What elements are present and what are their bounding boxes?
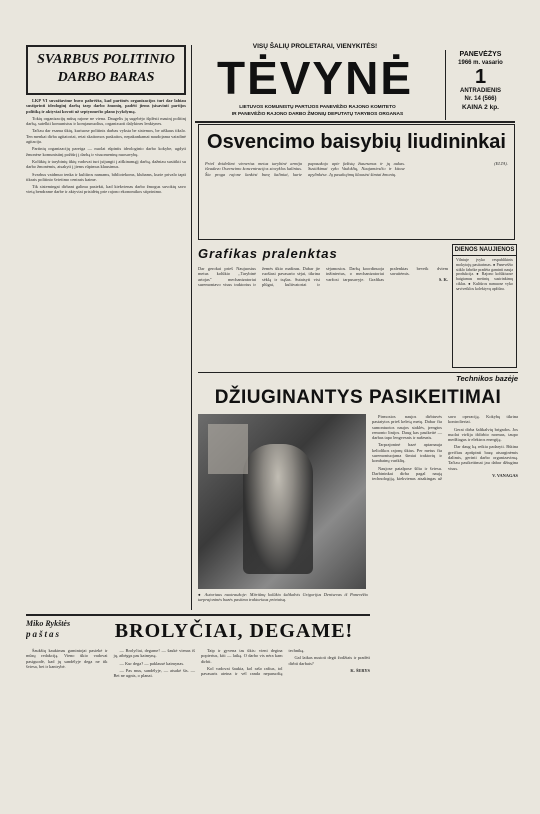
brolyciai-paragraph: Kol vadovai šaukia, kol rašo raštus, tol pavasaris ateina ir vėl randa neparuoštą techniką.: [201, 648, 305, 677]
feature-photo: [198, 414, 366, 589]
brolyciai-paragraph: — Kur dega? — paklausė kaimynas.: [119, 660, 185, 666]
left-headline-line2: DARBO BARAS: [57, 70, 155, 85]
issue-date: 1966 m. vasario: [458, 60, 503, 66]
bottom-divider: [26, 614, 370, 616]
brolyciai-paragraph: Gal laikas nustoti degti žodžiais ir pradėti dirbti darbais?: [288, 655, 370, 666]
issue-info: [445, 50, 515, 120]
brolyciai-paragraph: — Pas mus, sandėlyje, — atsakė šis. — Bet ne ugnis, o planai.: [113, 667, 195, 679]
issue-price: KAINA 2 kp.: [462, 104, 499, 111]
brolyciai-paragraph: — Brolyčiai, degame! — šaukė vienas iš jų, atbėgęs pas kaimyną.: [113, 648, 195, 659]
feature-paragraph: Gerai dirba šaltkalvių brigados. Jos nuolat viršija išdirbio normas, taupo medžiagas ir elektros energiją.: [448, 426, 518, 443]
feature-signature: V. VANAGAS: [492, 472, 518, 478]
masthead-rule: [195, 121, 515, 123]
masthead-title: TĖVYNĖ: [216, 52, 414, 104]
feature-paragraph: Dar daug ką reikia padaryti. Būtina greičiau aprūpinti bazę atsarginėmis dalimis, gerinti darbo organizavimą. Tačiau pasikeitimai jau dabar džiugina visus.: [448, 444, 518, 471]
brolyciai-paragraph: Taip ir gyvena tas ūkis: vieni degina popierius, kiti — laiką. O darbo vis nėra kam dirbti.: [201, 648, 283, 664]
grafikas-signature: S. K.: [438, 276, 448, 282]
left-paragraph: Tokių organizacijų mūsų rajone ne viena. Daugelis jų sugebėjo išplėsti masinį politinį darbą, sutelkti komunistus ir komjaunuolius, organizuoti dalykines lenktynes.: [26, 115, 186, 127]
left-paragraph: Kolūkių ir tarybinių ūkių vadovai turi įsijungti į aiškinamąjį darbą, dažniau susitikti su darbo žmonėmis, atsakyti į jiems rūpimus klausimus.: [26, 158, 186, 170]
brolyciai-paragraph: Šaukštų kaukimas gamintojai pasiekė ir mūsų redakciją. Vieno ūkio vadovai pasiguodė, kad jų sandėlyje dega ne tik šviesa, bet ir kantrybė.: [26, 648, 108, 669]
left-paragraph: Svarbus vaidmuo tenka ir kultūros namams, bibliotekoms, klubams, kurie privalo tapti tikrais politinio švietimo centrais kaime.: [26, 171, 186, 182]
brolyciai-signature: K. ŠERYS: [350, 667, 370, 673]
feature-paragraph: Pirmosios naujos dirbtuvės pastatytos prieš keletą metų. Dabar čia sumontuotos naujos staklės, įrengtos remonto linijos. Daug kas pasikeitė — darbas tapo lengvesnis ir našesnis.: [372, 414, 442, 441]
photo-figure: [243, 444, 313, 574]
news-body: Vilniuje įvyko respublikinis mokytojų pasitarimas. ● Panevėžio stiklo fabrike pradėta gaminti nauja produkcija. ● Rajono kolūkiuose baigiamas metinių susirinkimų ciklas. ● Kultūros namuose vyko saviveiklos kolektyvų apžiūra.: [456, 257, 513, 291]
banner-signature: (ELTA).: [494, 161, 508, 166]
banner-body: Prieš dvidešimt vienerius metus tarybinė armija išvadavo Osvencimo koncentracijos stovyklos kalinius. Šia proga rajone lankėsi buvę kaliniai, kurie papasakojo apie fašistų žiaurumus ir jų aukas. Susitikimai vyko Vadoklių, Naujamiesčio ir kitose apylinkėse. Jų pasakojimų klausėsi šimtai žmonių. (ELTA).: [205, 161, 508, 177]
issue-weekday: ANTRADIENIS: [459, 88, 501, 94]
masthead-subtitle: LIETUVOS KOMUNISTŲ PARTIJOS PANEVĖŽIO RAJONO KOMITETO IR PANEVĖŽIO RAJONO DARBO ŽMONIŲ DEPUTATŲ TARYBOS ORGANAS: [231, 105, 404, 117]
brolyciai-headline: BROLYČIAI, DEGAME!: [114, 620, 354, 642]
left-article-body: [26, 98, 186, 612]
left-headline-box: [26, 45, 186, 95]
left-headline-line1: SVARBUS POLITINIO: [37, 52, 175, 67]
brolyciai-body: [26, 648, 370, 804]
banner-title: Osvencimo baisybių liudininkai: [207, 131, 506, 153]
feature-body: [372, 414, 518, 804]
grafikas-title: Grafikas pralenktas: [198, 246, 338, 261]
banner-box: [198, 124, 515, 240]
feature-paragraph: Naujose patalpose šilta ir šviesu. Darbininkai dirba pagal naują technologiją, kiekvienas atsakingas už savo operaciją. Kokybę tikrina kontrolieriai.: [372, 414, 518, 482]
grafikas-body: Dar gerokai prieš Naujuosius metus kolūkio ,,Tarybinė artojas" mechanizatoriai suremontavo visus traktorius ir žemės ūkio mašinas. Dabar jie ruošiasi pavasario sėjai, tikrina sėklą ir trąšas. Sutaisyti visi plūgai, kultivatoriai ir sėjamosios. Darbą koordinuoja inžinierius, o mechanizatoriai varžosi tarpusavyje. Grafikas pralenktas beveik dviem savaitėmis. S. K.: [198, 266, 448, 287]
feature-headline: DŽIUGINANTYS PASIKEITIMAI: [214, 387, 502, 408]
left-paragraph: LKP VI suvažiavime buvo pabrėžta, kad partinės organizacijos turi dar labiau sustiprinti ideologinį darbą tarp darbo žmonių, padėti jiems įsisavinti partijos politiką ir aktyviai kovoti už septynmečio plano įvykdymą.: [26, 98, 186, 114]
brolyciai-kicker: Miko Rykštės paštas: [26, 619, 71, 639]
news-title: DIENOS NAUJIENOS: [453, 245, 516, 256]
feature-kicker: Technikos bazėje: [456, 374, 518, 383]
feature-caption: ● Autoriaus nuotraukoje: Mitriūnų kolūkio šaltkalvis Grigorijus Denisevas iš Panevėžio tarprajoninės bazės pasiima traktoriaus prietaisą.: [198, 592, 368, 603]
issue-place: PANEVĖŽYS: [459, 51, 502, 58]
photo-highlight: [208, 424, 248, 474]
news-box: [452, 244, 517, 368]
left-paragraph: Partinių organizacijų pareiga — nuolat rūpintis ideologinio darbo kokybe, ugdyti žmonėse komunistinį požiūrį į darbą ir visuomeninę nuosavybę.: [26, 146, 186, 157]
masthead-slogan: VISŲ ŠALIŲ PROLETARAI, VIENYKITĖS!: [252, 43, 378, 50]
feature-paragraph: Tarprajoninė bazė aptarnauja keliolikos rajonų ūkius. Per metus čia suremontuojama šimtai traktorių ir kombainų variklių.: [372, 442, 442, 464]
left-paragraph: Tačiau dar esama ūkių, kuriuose politinis darbas vyksta be sistemos, be aiškaus tikslo. Ten menkai dirba agitatoriai, retai skaitomos paskaitos, nepakankamai naudojama vaizdinė agitacija.: [26, 128, 186, 145]
left-column-divider: [191, 45, 192, 610]
issue-day: 1: [474, 66, 487, 88]
left-paragraph: Tik sistemingai dirbant galima pasiekti, kad kiekvienas darbo žmogus suvoktų savo vietą bendrame darbe ir aktyviai prisidėtų prie rajono ekonomikos stiprinimo.: [26, 184, 186, 195]
issue-number: Nr. 14 (566): [464, 96, 497, 102]
